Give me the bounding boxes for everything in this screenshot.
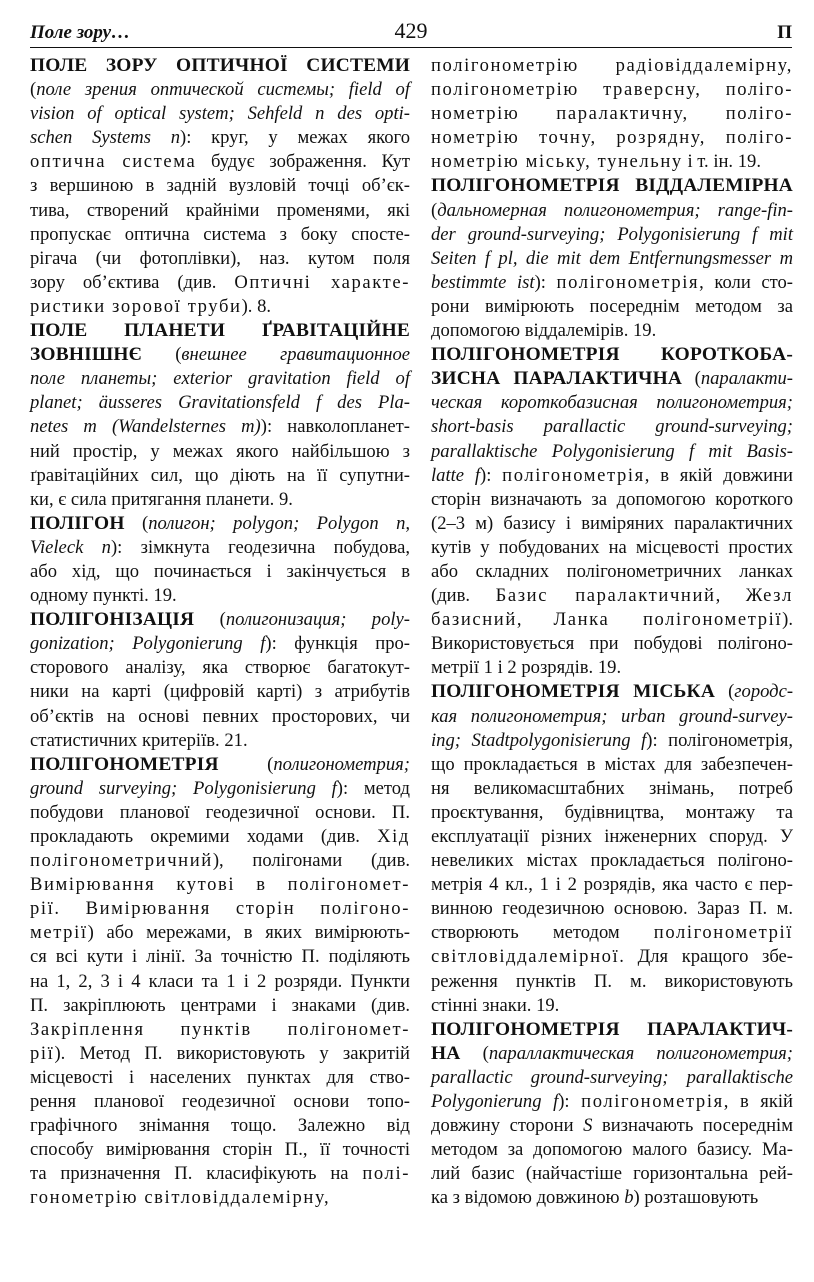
text-line [431, 440, 793, 464]
text-line [431, 1138, 793, 1162]
cross-reference-text: Оптичні характе- [234, 271, 410, 293]
text-line [30, 777, 410, 801]
text-line [30, 825, 410, 849]
translation-text: полигон; polygon; Polygon n, [148, 512, 411, 534]
entry-headword: ПОЛЕ ПЛАНЕТИ ҐРАВІТАЦІЙНЕ [30, 320, 410, 342]
text-line [30, 1138, 410, 1162]
translation-text: полигонометрия; [273, 753, 410, 775]
translation-text: S [583, 1115, 593, 1137]
definition-text: , [516, 609, 554, 631]
text-line [431, 343, 793, 367]
cross-reference-text: полігонометрія [502, 464, 645, 486]
text-line [431, 102, 793, 126]
entry-headword: ЗОВНІШНЄ [30, 344, 143, 366]
text-line [431, 945, 793, 969]
definition-text: ). 8. [241, 295, 272, 317]
translation-text: внешнее гравитационное [181, 344, 410, 366]
definition-text: або складних полігонометричних ланках [431, 560, 793, 582]
cross-reference-text: полігонометрії [653, 922, 793, 944]
translation-text: planet; äusseres Gravitationsfeld f des Pla- [30, 392, 410, 414]
text-line [431, 126, 793, 150]
text-line [431, 150, 793, 174]
text-line [431, 1186, 793, 1210]
text-line [30, 1186, 410, 1210]
dictionary-entry [30, 753, 410, 1211]
translation-text: городс- [734, 681, 794, 703]
text-line [431, 1090, 793, 1114]
text-line [431, 680, 793, 704]
cross-reference-text: оптична система [30, 151, 197, 173]
definition-text: створюють методом [431, 922, 654, 944]
definition-text: стінні знаки. 19. [431, 994, 560, 1016]
definition-text: ний простір, у межах якого найбільшою з [30, 440, 410, 462]
definition-text: сторін визначають за допомогою короткого [431, 488, 793, 510]
definition-text: ): [480, 464, 503, 486]
text-line [431, 560, 793, 584]
text-line [431, 1042, 793, 1066]
text-column-left [30, 54, 410, 1211]
text-line [431, 464, 793, 488]
text-line [431, 367, 793, 391]
definition-text: ( [194, 609, 226, 631]
cross-reference-text: Вимірювання кутові в полігономет- [30, 874, 410, 896]
cross-reference-text: Ланка полігонометрії [553, 609, 783, 631]
definition-text: визначають посереднім [592, 1115, 793, 1137]
translation-text: ческая короткобазисная полигонометрия; [431, 392, 793, 414]
translation-text: gonization; Polygonierung f [30, 633, 266, 655]
cross-reference-text: полі- [362, 1163, 410, 1185]
definition-text: Використовується при побудові полігоно- [431, 633, 793, 655]
definition-text: з вершиною в задній вузловій точці об’єк- [30, 175, 410, 197]
translation-text: Vieleck n [30, 536, 111, 558]
text-line [431, 897, 793, 921]
dictionary-entry [431, 680, 793, 1017]
entry-headword: ПОЛІГОНОМЕТРІЯ ПАРАЛАКТИЧ- [431, 1018, 793, 1040]
translation-text: поле зрения оптической системы; field of [36, 79, 410, 101]
definition-text: побудови планової геодезичної основи. П. [30, 801, 410, 823]
text-line [431, 223, 793, 247]
text-line [431, 584, 793, 608]
text-line [30, 584, 410, 608]
text-line [30, 150, 410, 174]
cross-reference-text: рії. Вимірювання сторін полігоно- [30, 898, 410, 920]
text-line [30, 319, 410, 343]
definition-text: . Для кращого збе- [619, 946, 793, 968]
entry-headword: ПОЛІГОНІЗАЦІЯ [30, 609, 195, 631]
text-line [30, 849, 410, 873]
text-line [30, 488, 410, 512]
definition-text: ся всі кути і лінії. За точністю П. поділяють [30, 946, 410, 968]
definition-text: зору об’єктива (див. [30, 271, 235, 293]
cross-reference-text: нометрію точну, розрядну, поліго- [431, 127, 793, 149]
translation-text: кая полигонометрия; urban ground-survey- [431, 705, 793, 727]
entry-headword: ПОЛІГОНОМЕТРІЯ ВІДДАЛЕМІРНА [431, 175, 793, 197]
definition-text: способу вимірювання сторін П., її точності [30, 1139, 410, 1161]
text-line [431, 777, 793, 801]
definition-text: ( [124, 512, 149, 534]
running-head [30, 16, 792, 48]
definition-text: методом за допомогою малого базису. Ма- [431, 1139, 793, 1161]
translation-text: latte f [431, 464, 481, 486]
definition-text: тива, створений крайніми променями, які [30, 199, 410, 221]
definition-text: реження пунктів П. м. використовують [431, 970, 793, 992]
text-line [431, 174, 793, 198]
text-line [30, 1090, 410, 1114]
text-line [431, 54, 793, 78]
text-line [30, 102, 410, 126]
definition-text: ) розташовують [633, 1187, 759, 1209]
text-line [30, 440, 410, 464]
entry-headword: ПОЛЕ ЗОРУ ОПТИЧНОЇ СИСТЕМИ [30, 55, 410, 76]
translation-text: ing; Stadtpolygonisierung f [431, 729, 647, 751]
definition-text: ґравітаційних сил, що діють на її супутни- [30, 464, 410, 486]
dictionary-entry [431, 174, 793, 343]
definition-text: або хід, що починається і закінчується в [30, 560, 410, 582]
text-line [30, 656, 410, 680]
dictionary-entry [30, 319, 410, 512]
definition-text: ): полігонометрія, [646, 729, 793, 751]
translation-text: полигонизация; poly- [225, 609, 410, 631]
definition-text: пропускає оптична система з боку спосте- [30, 223, 410, 245]
text-line [30, 464, 410, 488]
definition-text: ( [460, 1042, 489, 1064]
dictionary-entry [30, 608, 410, 753]
text-line [30, 174, 410, 198]
definition-text: , [715, 585, 746, 607]
translation-text: vision of optical system; Sehfeld n des opti- [30, 103, 410, 125]
definition-text: ): навколопланет- [260, 416, 410, 438]
definition-text: ): [558, 1091, 582, 1113]
text-line [30, 536, 410, 560]
text-line [431, 1162, 793, 1186]
page-number: 429 [394, 18, 428, 43]
definition-text: графічного знімання тощо. Залежно від [30, 1115, 410, 1137]
text-line [30, 753, 410, 777]
text-line [431, 295, 793, 319]
definition-text: рігача (чи фотоплівки), наз. кутом поля [30, 247, 410, 269]
definition-text: сторового аналізу, яка створює багатокут- [30, 657, 410, 679]
text-line [431, 705, 793, 729]
entry-headword: НА [431, 1042, 461, 1064]
definition-text: ). [782, 609, 793, 631]
definition-text: прокладають окремими ходами (див. [30, 826, 378, 847]
text-line [30, 1066, 410, 1090]
running-head-title: Поле зору… [30, 22, 131, 43]
text-line [431, 391, 793, 415]
text-line [30, 729, 410, 753]
cross-reference-text: базисний [431, 609, 517, 631]
cross-reference-text: рії [30, 1042, 55, 1064]
cross-reference-text: полігонометрію траверсну, поліго- [431, 79, 793, 101]
entry-headword: ПОЛІГОНОМЕТРІЯ КОРОТКОБА- [431, 344, 793, 366]
definition-text: на 1, 2, 3 і 4 класи та 1 і 2 розряди. Пункти [30, 970, 410, 992]
entry-headword: ПОЛІГОН [30, 512, 125, 534]
text-line [30, 343, 410, 367]
translation-text: параллактическая полигонометрия; [488, 1042, 793, 1064]
text-line [431, 319, 793, 343]
text-line [431, 488, 793, 512]
text-line [30, 801, 410, 825]
definition-text: (див. [431, 585, 496, 607]
cross-reference-text: Закріплення пунктів полігономет- [30, 1018, 410, 1040]
entry-headword: ЗИСНА ПАРАЛАКТИЧНА [431, 368, 683, 390]
text-line [30, 970, 410, 994]
text-line [431, 825, 793, 849]
entry-headword: ПОЛІГОНОМЕТРІЯ МІСЬКА [431, 681, 716, 703]
text-line [30, 126, 410, 150]
text-line [30, 680, 410, 704]
definition-text: експлуатації різних інженерних споруд. У [431, 826, 793, 847]
text-line [30, 295, 410, 319]
definition-text: ( [682, 368, 701, 390]
definition-text: місцевості і населених пунктах для ство- [30, 1066, 410, 1088]
definition-text: , в якій довжини [644, 464, 793, 486]
definition-text: ( [30, 79, 37, 101]
text-line [431, 801, 793, 825]
text-line [431, 970, 793, 994]
cross-reference-text: Базис паралактичний [495, 585, 716, 607]
translation-text: parallactic ground-surveying; parallaktische [431, 1066, 793, 1088]
translation-text: поле планеты; exterior gravitation field of [30, 368, 410, 390]
text-line [431, 247, 793, 271]
text-line [431, 753, 793, 777]
dictionary-entry [431, 1018, 793, 1211]
text-line [431, 608, 793, 632]
text-line [30, 705, 410, 729]
text-line [431, 1018, 793, 1042]
definition-text: ка з відомою довжиною [431, 1187, 625, 1209]
text-line [431, 656, 793, 680]
text-line [431, 873, 793, 897]
definition-text: ники на карті (цифровій карті) з атрибутів [30, 681, 410, 703]
text-line [30, 512, 410, 536]
translation-text: паралакти- [700, 368, 794, 390]
text-line [30, 78, 410, 102]
text-line [30, 271, 410, 295]
text-line [30, 391, 410, 415]
text-line [30, 367, 410, 391]
cross-reference-text: нометрію паралактичну, поліго- [431, 103, 793, 125]
text-line [30, 247, 410, 271]
definition-text: кутів у побудованих на місцевості простих [431, 536, 793, 558]
definition-text: ), полігонами (див. [212, 850, 410, 872]
translation-text: Seiten f pl, die mit dem Entfernungsmesser m [431, 247, 793, 269]
definition-text: , коли сто- [699, 271, 793, 293]
text-line [30, 608, 410, 632]
definition-text: метрії 1 і 2 розрядів. 19. [431, 657, 622, 679]
definition-text: невеликих містах прокладається полігоно- [431, 850, 793, 872]
text-line [431, 271, 793, 295]
definition-text: ( [715, 681, 735, 703]
text-line [30, 560, 410, 584]
translation-text: der ground-surveying; Polygonisierung f mit [431, 223, 793, 245]
definition-text: проєктування, будівництва, монтажу та [431, 801, 793, 823]
definition-text: ): круг, у межах якого [180, 127, 410, 149]
dictionary-entry [431, 54, 793, 174]
definition-text: і т. ін. 19. [682, 151, 761, 173]
text-line [30, 1018, 410, 1042]
cross-reference-text: полігонометрію радіовіддалемірну, [431, 55, 793, 76]
text-line [431, 729, 793, 753]
dictionary-entry [431, 343, 793, 680]
definition-text: ): зімкнута геодезична побудова, [110, 536, 410, 558]
translation-text: schen Systems n [30, 127, 180, 149]
cross-reference-text: полігонометрія [581, 1091, 724, 1113]
translation-text: parallaktische Polygonisierung f mit Basis- [431, 440, 793, 462]
translation-text: short-basis parallactic ground-surveying; [431, 416, 793, 438]
definition-text: довжину сторони [431, 1115, 584, 1137]
definition-text: лий базис (найчастіше горизонтальна рей- [431, 1163, 793, 1185]
dictionary-entry [30, 512, 410, 608]
cross-reference-text: нометрію міську, тунельну [431, 151, 683, 173]
translation-text: bestimmte ist [431, 271, 535, 293]
definition-text: одному пункті. 19. [30, 585, 177, 607]
entry-headword: ПОЛІГОНОМЕТРІЯ [30, 753, 219, 775]
cross-reference-text: полігонометричний [30, 850, 213, 872]
definition-text: рони вимірюють посереднім методом за [431, 295, 793, 317]
text-line [431, 1066, 793, 1090]
text-line [30, 1114, 410, 1138]
cross-reference-text: гонометрію світловіддалемірну, [30, 1187, 331, 1209]
text-line [431, 632, 793, 656]
definition-text: рення планової геодезичної основи топо- [30, 1091, 410, 1113]
definition-text: ня великомасштабних знімань, потреб [431, 777, 793, 799]
definition-text: ) або мережами, в яких вимірюють- [87, 922, 410, 944]
definition-text: ( [431, 199, 438, 221]
text-line [30, 632, 410, 656]
text-line [431, 78, 793, 102]
text-line [431, 849, 793, 873]
translation-text: netes m (Wandelsternes m) [30, 416, 261, 438]
cross-reference-text: Хід [377, 826, 410, 847]
text-line [431, 994, 793, 1018]
definition-text: статистичних критеріїв. 21. [30, 729, 248, 751]
text-line [431, 921, 793, 945]
definition-text: ки, є сила притягання планети. 9. [30, 488, 293, 510]
text-line [431, 536, 793, 560]
text-line [30, 1042, 410, 1066]
definition-text: ( [142, 344, 182, 366]
cross-reference-text: ристики зорової труби [30, 295, 242, 317]
text-line [431, 1114, 793, 1138]
cross-reference-text: Жезл [745, 585, 794, 607]
text-line [30, 897, 410, 921]
definition-text: ): метод [336, 777, 410, 799]
text-line [30, 945, 410, 969]
text-column-right [431, 54, 793, 1211]
cross-reference-text: світловіддалемірної [431, 946, 620, 968]
definition-text: будує зображення. Кут [196, 151, 410, 173]
translation-text: ground surveying; Polygonisierung f [30, 777, 337, 799]
definition-text: метрія 4 кл., 1 і 2 розрядів, яка часто є пер- [431, 874, 793, 896]
definition-text: , в якій [723, 1091, 793, 1113]
definition-text: ). Метод П. використовують у закритій [54, 1042, 410, 1064]
dictionary-entry [30, 54, 410, 319]
text-line [431, 199, 793, 223]
text-line [30, 54, 410, 78]
definition-text: та призначення П. класифікують на [30, 1163, 363, 1185]
translation-text: Polygonierung f [431, 1091, 559, 1113]
cross-reference-text: полігонометрія [556, 271, 700, 293]
text-line [30, 199, 410, 223]
text-line [30, 415, 410, 439]
text-line [431, 512, 793, 536]
definition-text: ): функція про- [265, 633, 410, 655]
definition-text: що прокладається в містах для забезпечен- [431, 753, 793, 775]
text-line [30, 873, 410, 897]
definition-text: ): [534, 271, 557, 293]
text-line [431, 415, 793, 439]
definition-text: П. закріплюють центрами і знаками (див. [30, 994, 410, 1016]
text-line [30, 994, 410, 1018]
cross-reference-text: метрії [30, 922, 88, 944]
definition-text: винною геодезичною основою. Зараз П. м. [431, 898, 793, 920]
text-line [30, 1162, 410, 1186]
section-letter: П [777, 22, 792, 43]
text-line [30, 921, 410, 945]
translation-text: дальномерная полигонометрия; range-fin- [437, 199, 793, 221]
definition-text: ( [218, 753, 274, 775]
definition-text: (2–3 м) базису і виміряних паралактичних [431, 512, 793, 534]
text-line [30, 223, 410, 247]
definition-text: об’єктів на основі певних просторових, чи [30, 705, 410, 727]
definition-text: допомогою віддалемірів. 19. [431, 320, 657, 342]
translation-text: b [624, 1187, 634, 1209]
